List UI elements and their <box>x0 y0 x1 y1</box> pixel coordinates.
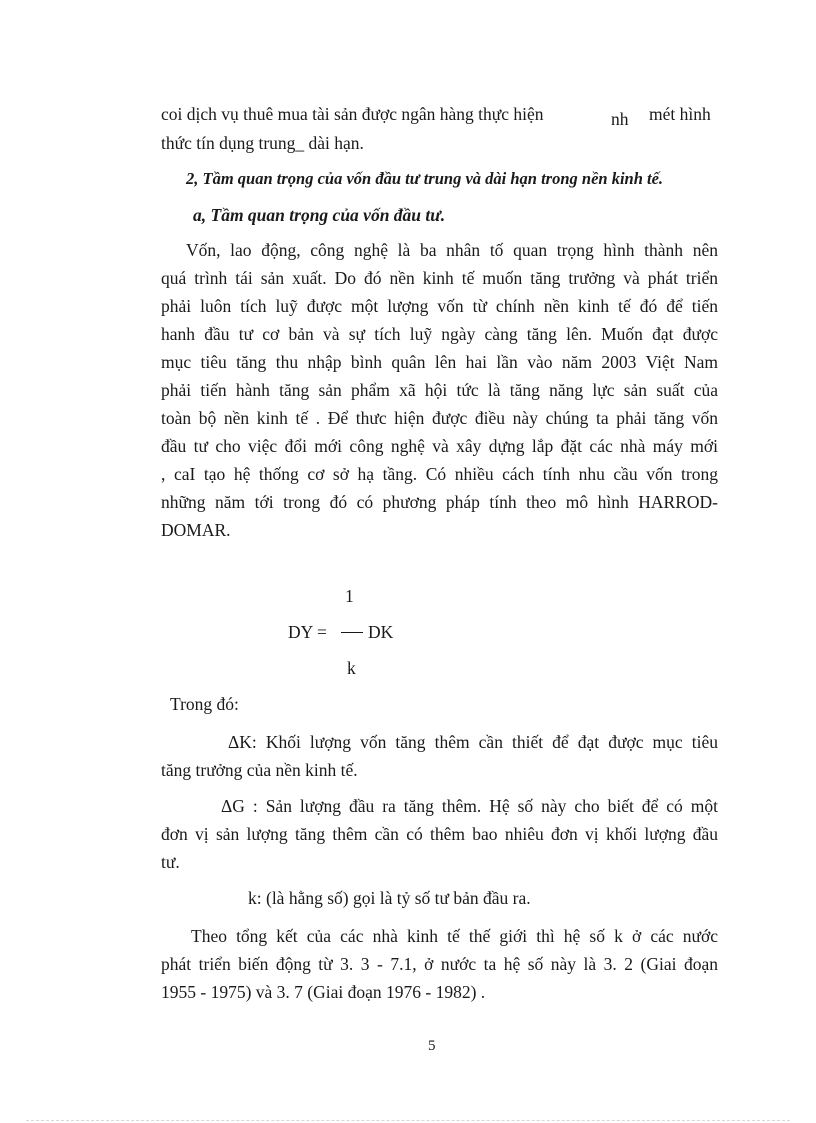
intro-line-1-text: coi dịch vụ thuê mua tài sản được ngân hàng thực hiện <box>161 104 544 124</box>
intro-line-2: thức tín dụng trung_ dài hạn. <box>161 133 364 153</box>
formula-denominator: k <box>347 658 356 678</box>
where-label: Trong đó: <box>170 694 239 714</box>
formula-right: DK <box>368 622 394 642</box>
p2-line-3: 1955 - 1975) và 3. 7 (Giai đoạn 1976 - 1982) . <box>161 982 486 1002</box>
heading-main: 2, Tầm quan trọng của vốn đầu tư trung và dài hạn trong nền kinh tế. <box>186 169 664 188</box>
fraction-bar <box>341 632 363 633</box>
def-delta-g-line-3: tư. <box>161 852 180 872</box>
p1-line-3: phải luôn tích luỹ được một lượng vốn từ chính nền kinh tế đó để tiến <box>161 296 718 316</box>
formula-numerator: 1 <box>345 586 354 606</box>
p1-line-11: DOMAR. <box>161 520 231 540</box>
p2-line-1: Theo tổng kết của các nhà kinh tế thế giới thì hệ số k ở các nước <box>191 926 718 946</box>
page-bottom-edge <box>26 1120 790 1121</box>
p1-line-8: đầu tư cho việc đổi mới công nghệ và xây dựng lắp đặt các nhà máy mới <box>161 436 718 456</box>
p1-line-7: toàn bộ nền kinh tế . Để thưc hiện được điều này chúng ta phải tăng vốn <box>161 408 718 428</box>
def-delta-g-line-1: ΔG : Sản lượng đầu ra tăng thêm. Hệ số này cho biết để có một <box>221 796 718 816</box>
p2-line-2: phát triển biến động từ 3. 3 - 7.1, ở nước ta hệ số này là 3. 2 (Giai đoạn <box>161 954 718 974</box>
page-number: 5 <box>428 1038 436 1054</box>
def-delta-k-line-2: tăng trưởng của nền kinh tế. <box>161 760 358 780</box>
p1-line-5: mục tiêu tăng thu nhập bình quân lên hai lần vào năm 2003 Việt Nam <box>161 352 718 372</box>
p1-line-1: Vốn, lao động, công nghệ là ba nhân tố quan trọng hình thành nên <box>186 240 718 260</box>
p1-line-10: những năm tới trong đó có phương pháp tính theo mô hình HARROD- <box>161 492 718 512</box>
def-delta-k-line-1: ΔK: Khối lượng vốn tăng thêm cần thiết để đạt được mục tiêu <box>228 732 718 752</box>
p1-line-6: phải tiến hành tăng sản phẩm xã hội tức là tăng năng lực sản suất của <box>161 380 718 400</box>
nh-token: nh <box>611 109 629 129</box>
p1-line-9: , caI tạo hệ thống cơ sở hạ tầng. Có nhiều cách tính nhu cầu vốn trong <box>161 464 718 484</box>
intro-line-1-tail: mét hình <box>649 104 711 124</box>
formula-left: DY = <box>288 622 327 642</box>
def-k: k: (là hằng số) gọi là tỷ số tư bản đầu ra. <box>248 888 531 908</box>
p1-line-4: hanh đầu tư cơ bản và sự tích luỹ ngày càng tăng lên. Muốn đạt được <box>161 324 718 344</box>
def-delta-g-line-2: đơn vị sản lượng tăng thêm cần có thêm bao nhiêu đơn vị khối lượng đầu <box>161 824 718 844</box>
intro-line-1 <box>161 102 718 126</box>
p1-line-2: quá trình tái sản xuất. Do đó nền kinh tế muốn tăng trưởng và phát triển <box>161 268 718 288</box>
heading-sub: a, Tầm quan trọng của vốn đầu tư. <box>193 205 446 225</box>
